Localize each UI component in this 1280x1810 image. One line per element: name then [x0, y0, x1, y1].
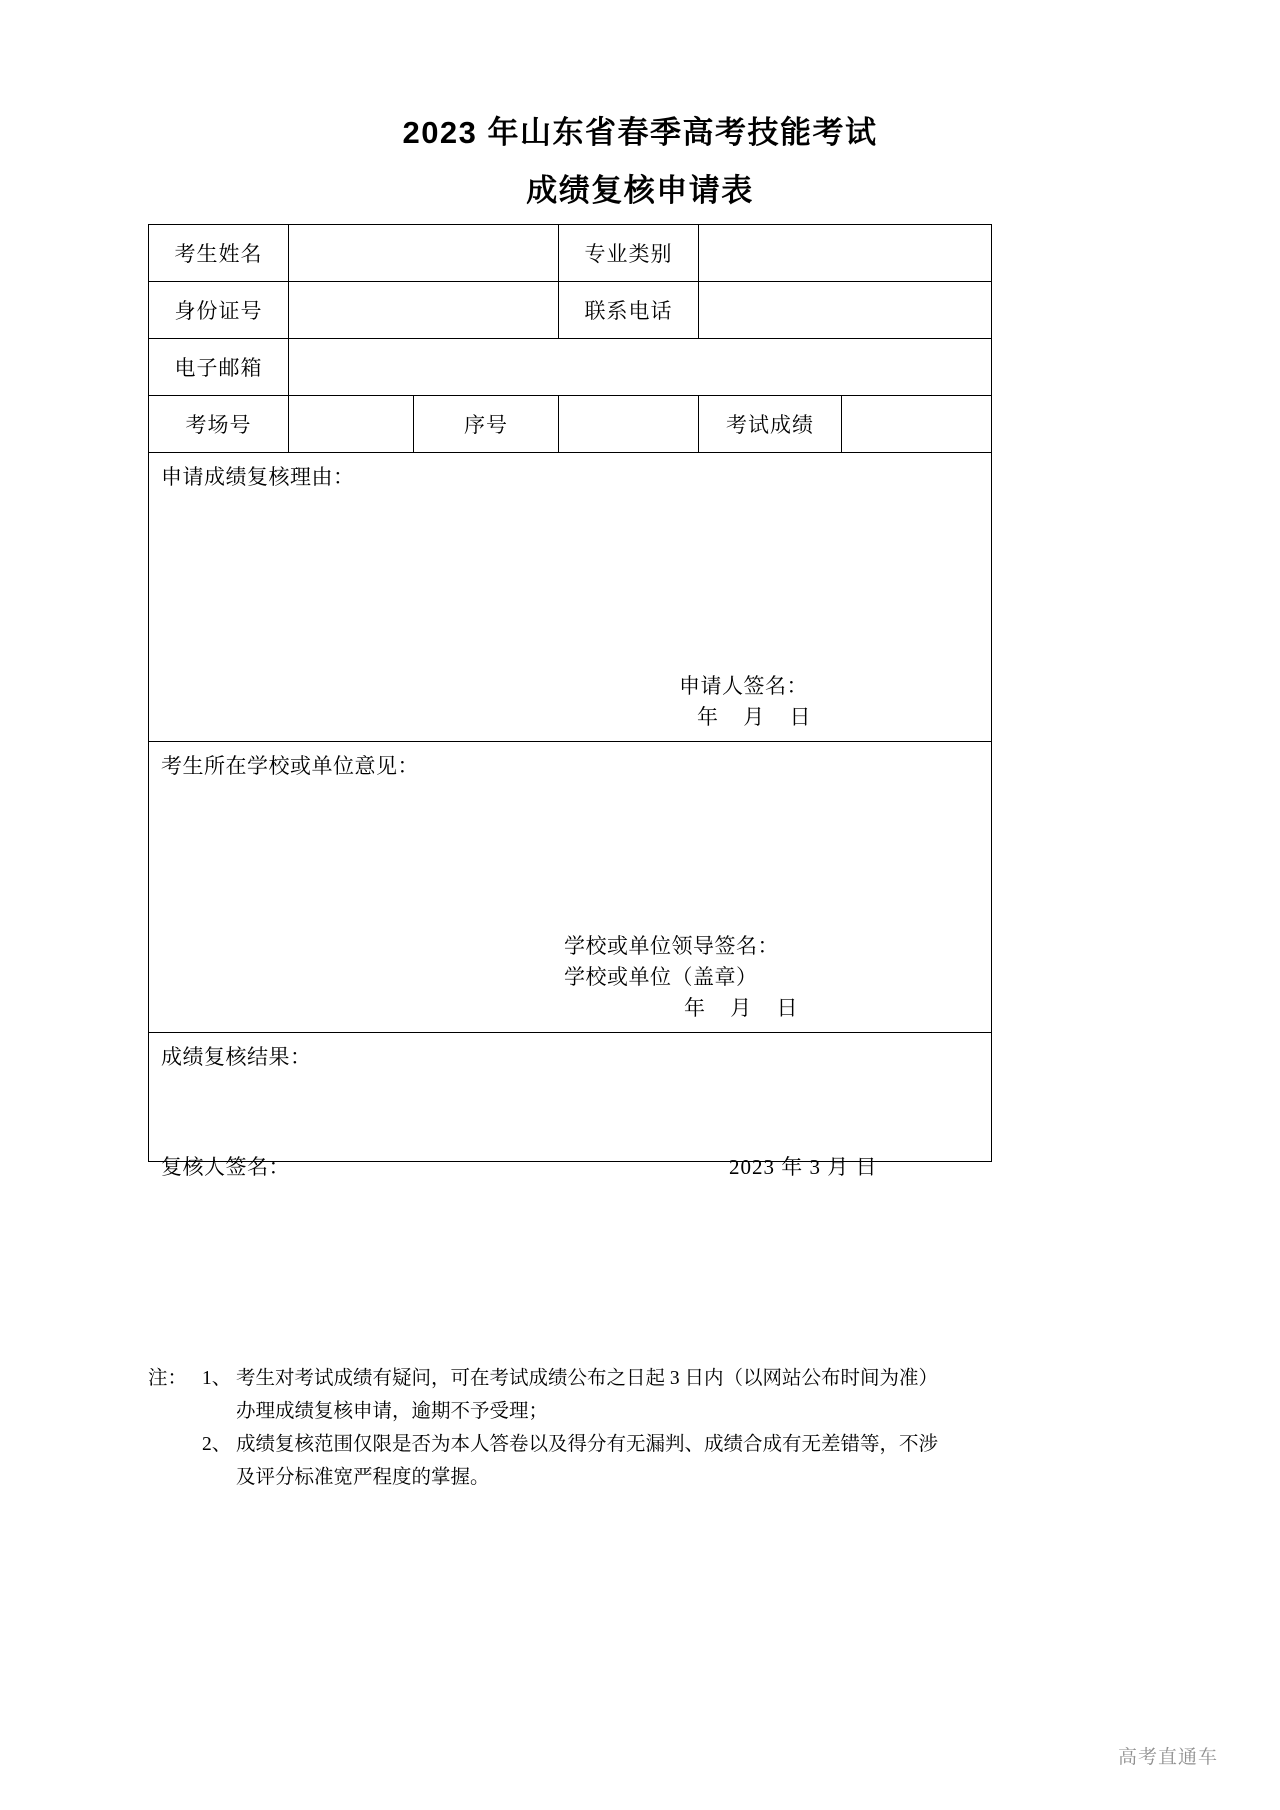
heading-review-reason: 申请成绩复核理由： [161, 465, 355, 489]
page-title [0, 104, 1280, 220]
label-exam-score: 考试成绩 [699, 396, 842, 453]
field-major-category[interactable] [699, 225, 992, 282]
notes-section [148, 1362, 1008, 1494]
table-row [149, 282, 992, 339]
heading-school-opinion: 考生所在学校或单位意见： [161, 754, 419, 778]
field-id-number[interactable] [289, 282, 559, 339]
note-2-line-2: 及评分标准宽严程度的掌握。 [236, 1467, 490, 1488]
watermark-label: 高考直通车 [1117, 1747, 1218, 1768]
label-major-category: 专业类别 [559, 225, 699, 282]
applicant-signature-label: 申请人签名： [679, 674, 808, 698]
table-row [149, 1033, 992, 1162]
field-email[interactable] [289, 339, 992, 396]
note-1-line-2: 办理成绩复核申请，逾期不予受理； [236, 1401, 549, 1422]
note-2-line-1: 成绩复核范围仅限是否为本人答卷以及得分有无漏判、成绩合成有无差错等，不涉 [236, 1434, 939, 1455]
school-date-label: 年 月 日 [684, 996, 808, 1020]
label-candidate-name: 考生姓名 [149, 225, 289, 282]
reviewer-signature-label: 复核人签名： [161, 1155, 290, 1179]
table-row [149, 396, 992, 453]
school-leader-signature-label: 学校或单位领导签名： [564, 934, 779, 958]
table-row [149, 225, 992, 282]
applicant-signature-block [679, 671, 821, 733]
application-form-table [148, 224, 992, 1179]
note-item-1-cont [148, 1395, 1008, 1428]
note-1-line-1: 考生对考试成绩有疑问，可在考试成绩公布之日起 3 日内（以网站公布时间为准） [236, 1368, 939, 1389]
table-row [149, 453, 992, 742]
note-item-1 [148, 1362, 1008, 1395]
table-row [149, 339, 992, 396]
title-line-2: 成绩复核申请表 [526, 173, 754, 208]
notes-tag: 注： [148, 1368, 188, 1389]
table-row [149, 742, 992, 1033]
label-phone: 联系电话 [559, 282, 699, 339]
note-item-2 [148, 1428, 1008, 1461]
field-exam-room[interactable] [289, 396, 414, 453]
note-1-number: 1、 [202, 1368, 232, 1389]
label-id-number: 身份证号 [149, 282, 289, 339]
reviewer-date-label: 2023 年 3 月 日 [729, 1155, 878, 1179]
field-exam-score[interactable] [842, 396, 992, 453]
section-review-reason[interactable] [149, 453, 992, 742]
field-candidate-name[interactable] [289, 225, 559, 282]
applicant-date-label: 年 月 日 [697, 705, 821, 729]
label-email: 电子邮箱 [149, 339, 289, 396]
heading-review-result: 成绩复核结果： [161, 1045, 312, 1069]
section-school-opinion[interactable] [149, 742, 992, 1033]
note-item-2-cont [148, 1461, 1008, 1494]
school-signature-block [564, 931, 808, 1024]
label-exam-room: 考场号 [149, 396, 289, 453]
label-seat-number: 序号 [414, 396, 559, 453]
section-review-result[interactable] [149, 1033, 992, 1179]
field-seat-number[interactable] [559, 396, 699, 453]
note-2-number: 2、 [202, 1434, 232, 1455]
school-seal-label: 学校或单位（盖章） [564, 965, 758, 989]
field-phone[interactable] [699, 282, 992, 339]
title-line-1: 2023 年山东省春季高考技能考试 [402, 115, 878, 150]
